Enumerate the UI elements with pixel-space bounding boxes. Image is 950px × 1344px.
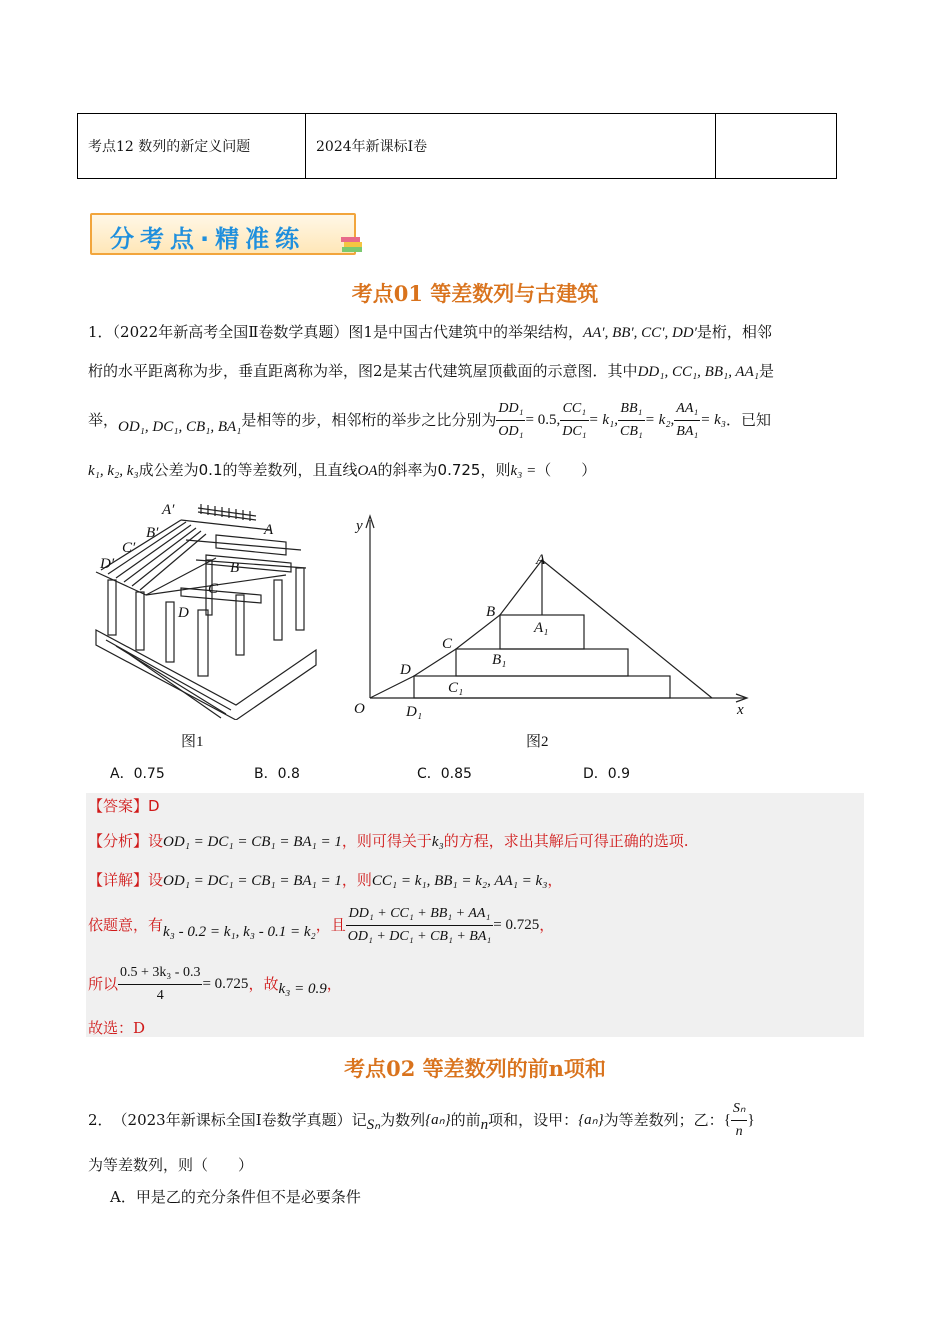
fig1-label-C-prime: C′: [122, 540, 136, 556]
frac-1: $\frac{\text{DD₁}}{\text{OD₁}}$: [496, 398, 525, 443]
q2-option-a[interactable]: A．甲是乙的充分条件但不是必要条件: [110, 1188, 361, 1206]
fig2-label-C1: C₁: [448, 680, 464, 696]
fig2-label-B: B: [486, 604, 496, 620]
table-cell-empty: [716, 114, 836, 178]
frac-3: $\frac{\text{BB₁}}{\text{CB₁}}$: [618, 398, 645, 443]
fig1-label-D: D: [178, 605, 189, 621]
q1-option-d[interactable]: D．0.9: [583, 766, 631, 782]
banner-text: 分考点·精准练: [110, 225, 306, 253]
answer-line: 【答案】D: [88, 797, 160, 815]
section1-title: 考点01 等差数列与古建筑: [351, 281, 599, 306]
fig1-label-A-prime: A′: [162, 502, 175, 518]
detail-frac-1: $\frac{\text{DD₁ + CC₁ + BB₁ + AA₁}}{\text{OD₁ + DC₁ + CB₁ + BA₁}}$: [346, 903, 493, 948]
fig2-label-A1: A₁: [534, 620, 549, 636]
frac-4: $\frac{\text{AA₁}}{\text{BA₁}}$: [674, 398, 700, 443]
q2-line2: 为等差数列，则（ ）: [88, 1156, 254, 1174]
fig2-label-B1: B₁: [492, 652, 507, 668]
q1-line4: k₁, k₂, k₃成公差为0.1的等差数列，且直线OA的斜率为0.725，则k₃ =（ ）: [88, 461, 597, 479]
header-table: [77, 113, 837, 179]
section2-title: 考点02 等差数列的前n项和: [344, 1056, 606, 1081]
q1-option-a[interactable]: A．0.75: [110, 766, 165, 782]
detail-line2: 依题意，有 k₃ - 0.2 = k₁, k₃ - 0.1 = k₂ ，且 $\frac{\text{DD₁ + CC₁ + BB₁ + AA₁}}{\text{OD₁ + DC₁ + CB₁ + BA₁}}$ = 0.725 ，: [88, 901, 554, 949]
fig1-label-B-prime: B′: [146, 525, 159, 541]
fig2-label-D: D: [400, 662, 411, 678]
figure1-ancient-building: [86, 500, 326, 720]
q1-option-c[interactable]: C．0.85: [417, 766, 472, 782]
fig1-label-D-prime: D′: [100, 556, 115, 572]
fig2-label-D1: D₁: [406, 704, 423, 720]
table-cell-topic: 考点12 数列的新定义问题: [78, 114, 306, 178]
fig2-axis-y: y: [356, 518, 363, 534]
detail-line3: 所以 $\frac{\text{0.5 + 3k₃ - 0.3}}{4}$ = 0.725 ，故 k₃ = 0.9 ，: [88, 962, 342, 1006]
q1-option-b[interactable]: B．0.8: [254, 766, 300, 782]
fig1-caption: 图1: [181, 734, 204, 750]
fig1-label-B: B: [230, 560, 240, 576]
analysis-line: 【分析】设OD₁ = DC₁ = CB₁ = BA₁ = 1，则可得关于k₃的方程，求出其解后可得正确的选项.: [88, 832, 689, 850]
figure2-roof-section: [350, 510, 760, 720]
fig1-label-C: C: [208, 581, 219, 597]
detail-frac-2: $\frac{\text{0.5 + 3k₃ - 0.3}}{4}$: [118, 962, 202, 1007]
fig2-label-C: C: [442, 636, 453, 652]
q2-frac: $\frac{\text{Sₙ}}{n}$: [731, 1098, 748, 1143]
section-banner: [90, 213, 356, 255]
q1-line3: 举， OD₁, DC₁, CB₁, BA₁ 是相等的步，相邻桁的举步之比分别为 $\frac{\text{DD₁}}{\text{OD₁}}$ = 0.5, $\frac{\text{CC₁}}{\text{DC₁}}$ = k₁, $\frac{\text{BB₁}}{\text{CB₁}}$ = k₂, $\frac{\text{AA₁}}{\text{BA₁}}$ = k₃ ．已知: [88, 398, 771, 442]
fig2-label-O: O: [354, 701, 365, 717]
detail-line4: 故选：D: [88, 1019, 146, 1037]
fig2-axis-x: x: [737, 702, 744, 718]
q2-line1: 2． （2023年新课标全国Ⅰ卷数学真题） 记 Sₙ 为数列 {aₙ} 的前 n 项和，设甲： {aₙ} 为等差数列；乙： { $\frac{\text{Sₙ}}{n}$ }: [88, 1100, 755, 1140]
fig2-caption: 图2: [526, 734, 549, 750]
fig2-label-A: A: [536, 552, 546, 568]
frac-2: $\frac{\text{CC₁}}{\text{DC₁}}$: [560, 398, 588, 443]
q1-line1: 1．（2022年新高考全国Ⅱ卷数学真题）图1是中国古代建筑中的举架结构，AA′, BB′, CC′, DD′是桁，相邻: [88, 323, 772, 341]
q1-line2: 桁的水平距离称为步，垂直距离称为举，图2是某古代建筑屋顶截面的示意图．其中DD₁, CC₁, BB₁, AA₁是: [88, 362, 774, 380]
books-icon: [340, 233, 366, 257]
detail-line1: 【详解】设OD₁ = DC₁ = CB₁ = BA₁ = 1，则CC₁ = k₁, BB₁ = k₂, AA₁ = k₃，: [88, 871, 563, 889]
table-cell-exam: 2024年新课标Ⅰ卷: [306, 114, 716, 178]
fig1-label-A: A: [264, 522, 274, 538]
